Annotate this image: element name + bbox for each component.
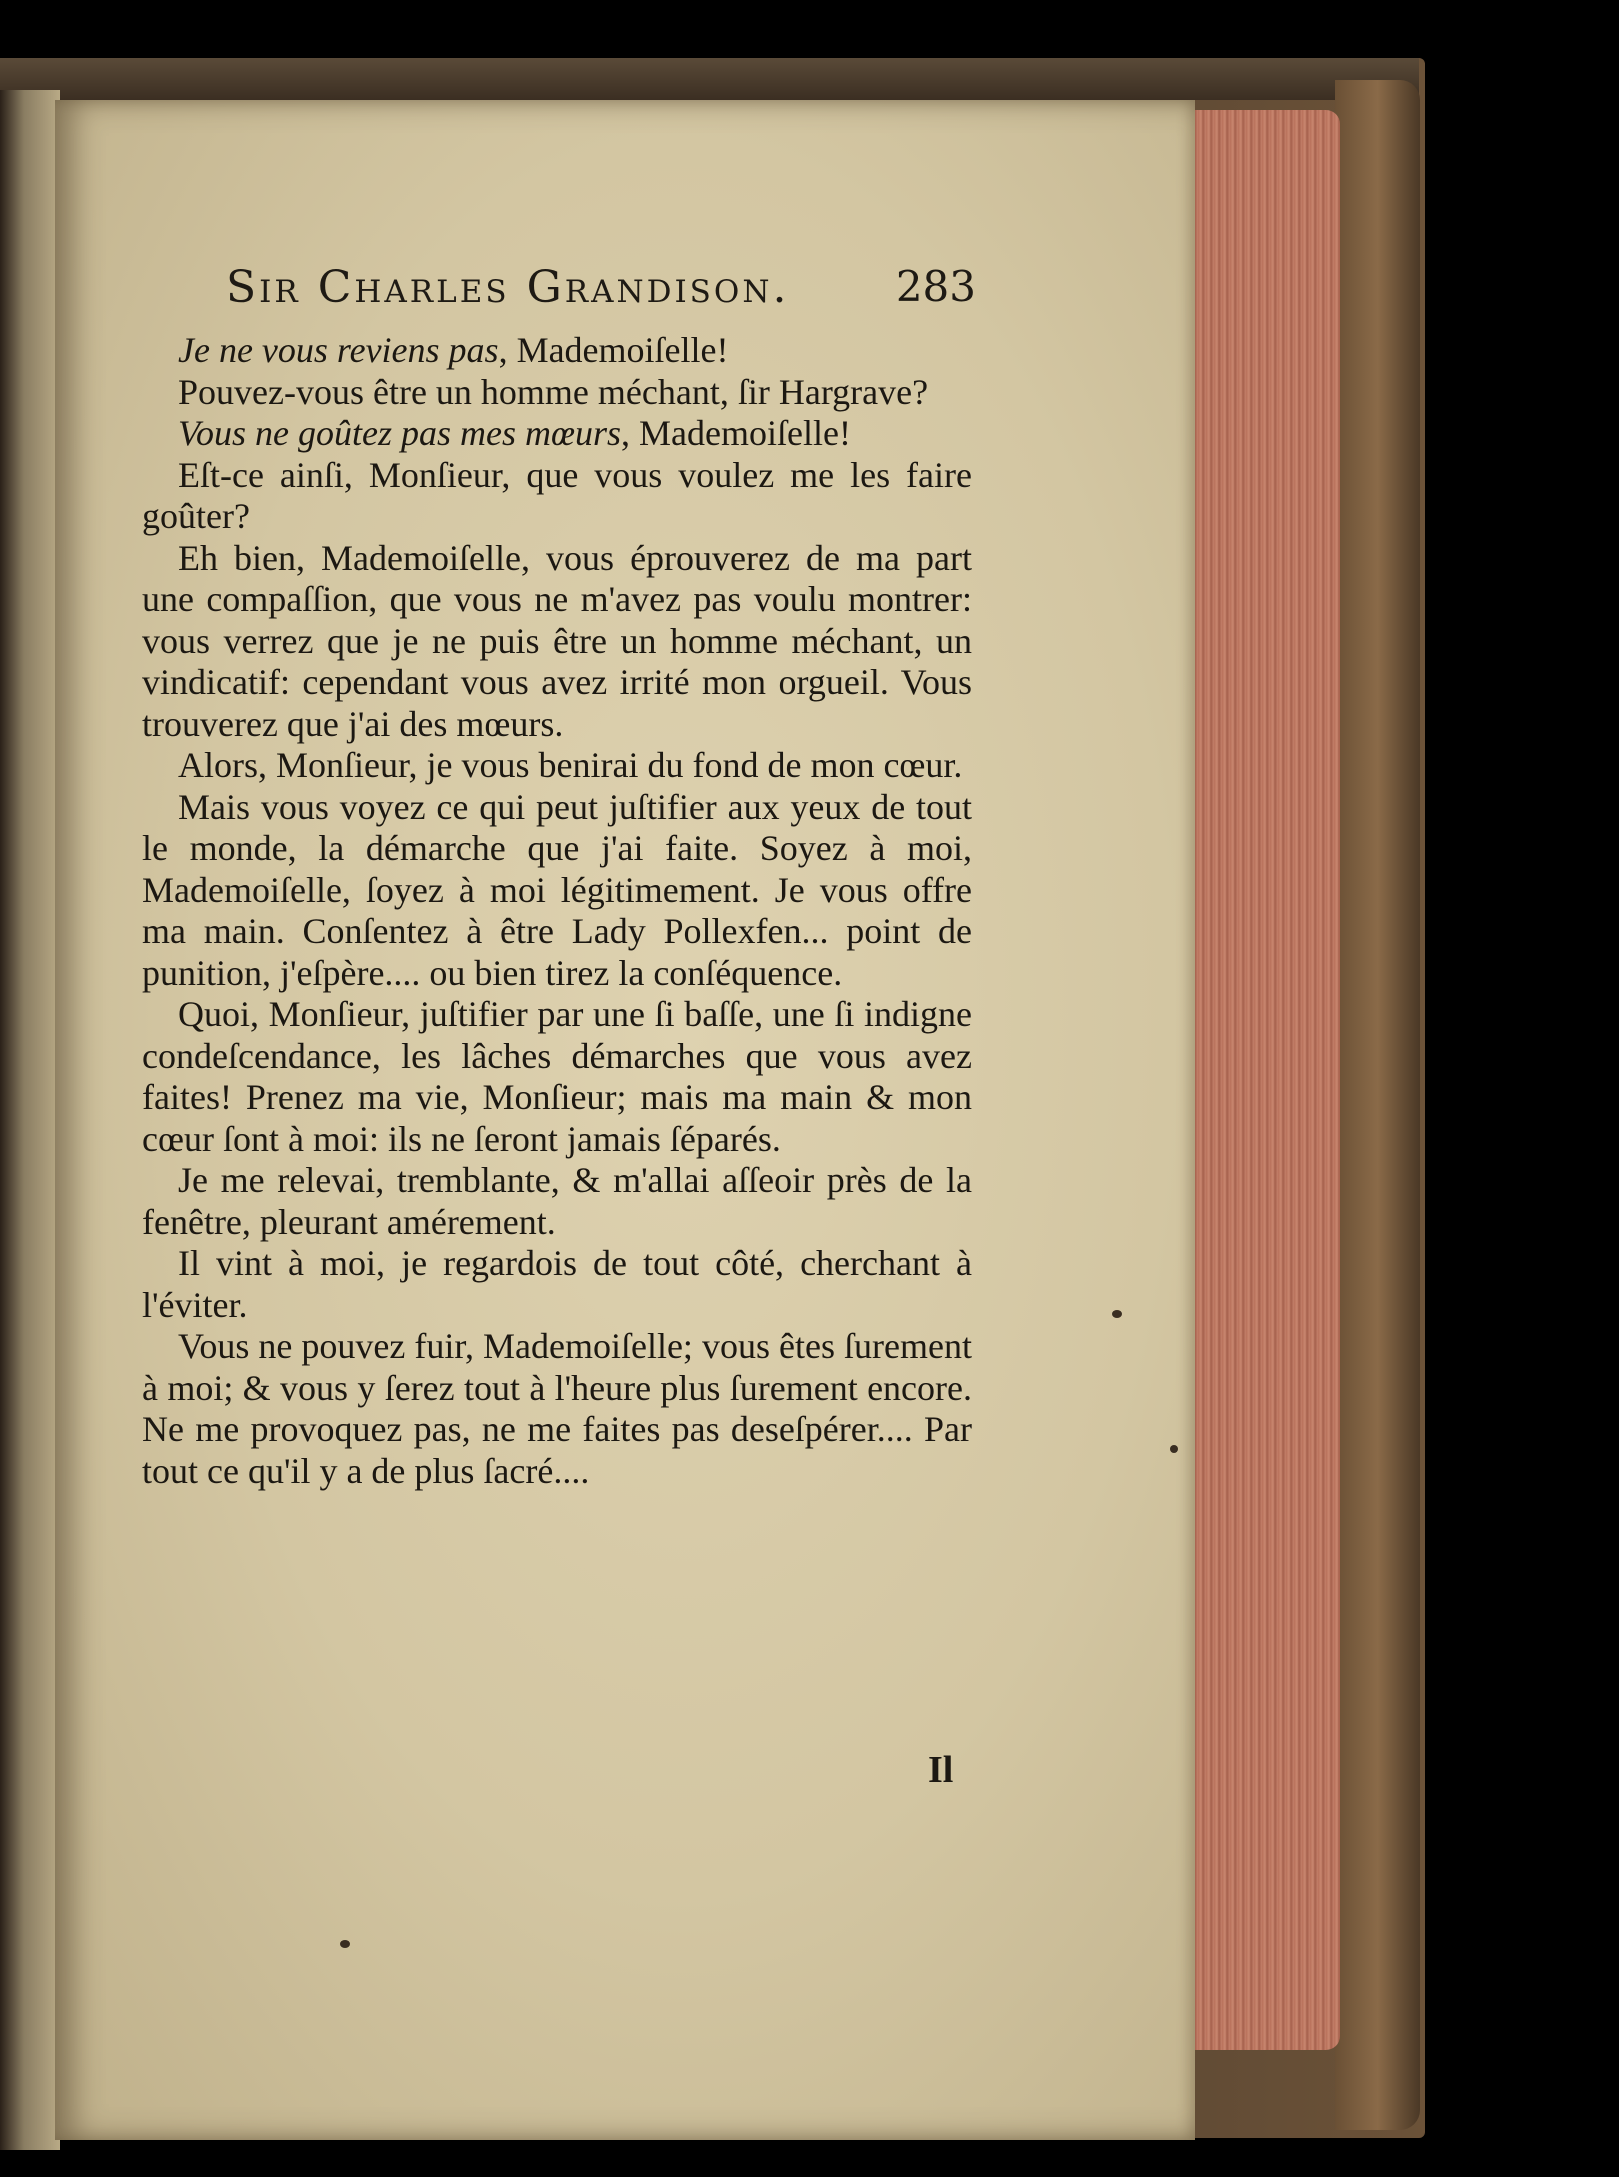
paragraph-text: , Mademoiſelle!: [498, 330, 729, 370]
paragraph-text: Pouvez-vous être un homme méchant, ſir Hargrave?: [178, 371, 929, 412]
paragraph: [142, 745, 972, 787]
page-number: 283: [895, 262, 976, 311]
paragraph: [142, 455, 972, 538]
paragraph-text: Mais vous voyez ce qui peut juſtifier aux yeux de tout le monde, la démarche que j'ai faite. Soyez à moi, Mademoiſelle, ſoyez à moi légitimement. Je vous offre ma main. Conſentez à être Lady Pollexfen... point de punition, j'eſpère.... ou bien tirez la conſéquence.: [142, 786, 972, 993]
paragraph-text: Vous ne pouvez fuir, Mademoiſelle; vous êtes ſurement à moi; & vous y ſerez tout à l'heure plus ſurement encore. Ne me provoquez pas, ne me faites pas deseſpérer.... Par tout ce qu'il y a de plus ſacré....: [142, 1326, 972, 1491]
paper-speck: [1112, 1310, 1122, 1318]
paragraph-text: Alors, Monſieur, je vous benirai du fond de mon cœur.: [178, 745, 963, 785]
paragraph: [142, 538, 972, 746]
paragraph-text: Il vint à moi, je regardois de tout côté, cherchant à l'éviter.: [142, 1243, 972, 1325]
paragraph-italic: Je ne vous reviens pas: [178, 330, 499, 370]
paragraph-text: Eſt-ce ainſi, Monſieur, que vous voulez me les faire goûter?: [142, 454, 972, 536]
paragraph: [142, 787, 972, 995]
body-text: [142, 330, 972, 1492]
book-binding: [1335, 80, 1420, 2130]
paragraph-text: Je me relevai, tremblante, & m'allai aſſeoir près de la fenêtre, pleurant amérement.: [142, 1160, 972, 1242]
book-cover-top: [0, 58, 1419, 100]
paragraph: [142, 413, 972, 455]
paragraph-text: Quoi, Monſieur, juſtifier par une ſi baſſe, une ſi indigne condeſcendance, les lâches démarches que vous avez faites! Prenez ma vie, Monſieur; mais ma main & mon cœur ſont à moi: ils ne ſeront jamais ſéparés.: [142, 994, 972, 1159]
paragraph: [142, 994, 972, 1160]
running-title: Sir Charles Grandison.: [226, 262, 790, 313]
left-page-gutter: [0, 90, 60, 2150]
paragraph-text: Eh bien, Mademoiſelle, vous éprouverez de ma part une compaſſion, que vous ne m'avez pas voulu montrer: vous verrez que je ne puis être un homme méchant, un vindicatif: cependant vous avez irrité mon orgueil. Vous trouverez que j'ai des mœurs.: [142, 537, 972, 744]
paragraph: [142, 1160, 972, 1243]
catchword: Il: [928, 1749, 954, 1791]
paragraph-italic: Vous ne goûtez pas mes mœurs: [178, 413, 622, 453]
paragraph: [142, 1326, 972, 1492]
paragraph: [142, 372, 972, 414]
paper-speck: [340, 1940, 350, 1948]
paragraph: [142, 330, 972, 372]
paragraph-text: , Mademoiſelle!: [621, 413, 851, 453]
paragraph: [142, 1243, 972, 1326]
page-header: [226, 262, 976, 316]
paper-speck: [1170, 1445, 1178, 1453]
page-fore-edge: [1190, 110, 1340, 2050]
